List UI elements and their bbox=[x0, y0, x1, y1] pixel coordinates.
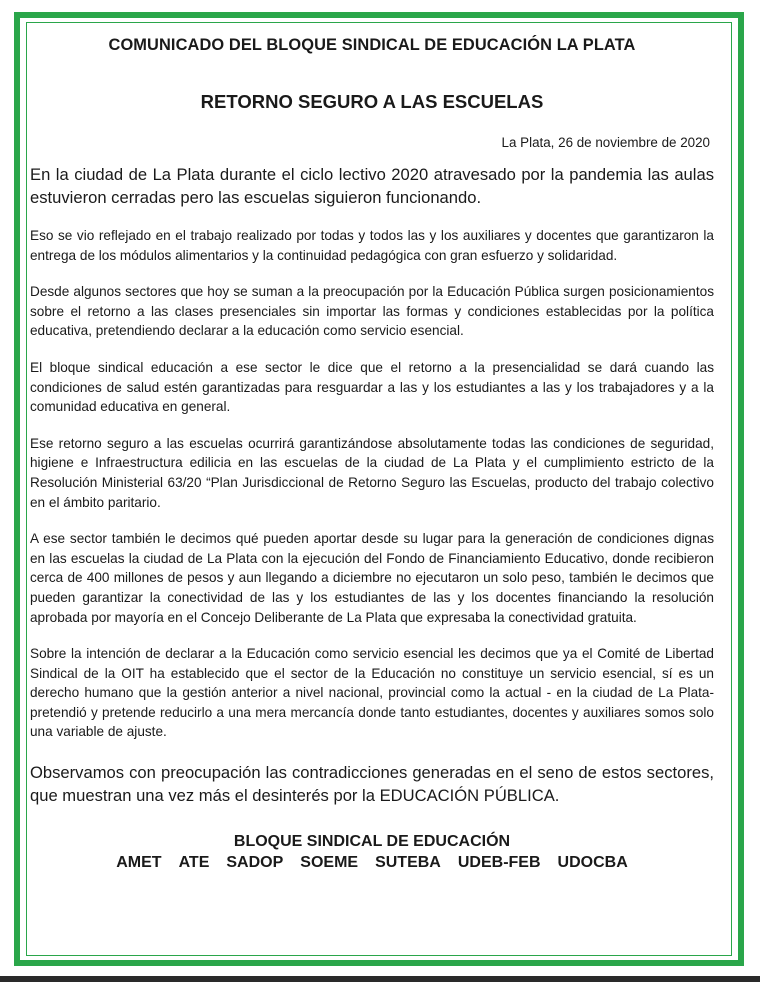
bottom-edge bbox=[0, 976, 760, 982]
org-name: ATE bbox=[178, 854, 210, 872]
document-header: COMUNICADO DEL BLOQUE SINDICAL DE EDUCACIÓN LA PLATA bbox=[108, 36, 636, 54]
paragraph: A ese sector también le decimos qué pueden aportar desde su lugar para la generación de condiciones dignas en las escuelas la ciudad de La Plata con la ejecución del Fondo de Financiamiento Educativo, donde recibieron cerca de 400 millones de pesos y aun llegando a diciembre no ejecutaron un solo peso, también le decimos que pueden garantizar la conectividad de las y los estudiantes de las y los docentes financiando la resolución aprobada por mayoría en el Concejo Deliberante de La Plata que expresaba la conectividad gratuita. bbox=[30, 531, 714, 625]
org-name: UDOCBA bbox=[557, 854, 628, 872]
org-name: SADOP bbox=[226, 854, 284, 872]
paragraph-closing: Observamos con preocupación las contradicciones generadas en el seno de estos sectores, que muestran una vez más el desinterés por la EDUCACIÓN PÚBLICA. bbox=[30, 763, 714, 806]
paragraph: Eso se vio reflejado en el trabajo realizado por todas y todos las y los auxiliares y docentes que garantizaron la entrega de los módulos alimentarios y la continuidad pedagógica con gran esfuerzo y solidaridad. bbox=[30, 228, 714, 263]
org-name: AMET bbox=[116, 854, 162, 872]
paragraph-intro: En la ciudad de La Plata durante el ciclo lectivo 2020 atravesado por la pandemia las aulas estuvieron cerradas pero las escuelas siguieron funcionando. bbox=[30, 165, 714, 207]
org-name: SOEME bbox=[300, 854, 359, 872]
signature-title: BLOQUE SINDICAL DE EDUCACIÓN bbox=[233, 833, 511, 851]
document-body bbox=[30, 14, 720, 956]
document-title: RETORNO SEGURO A LAS ESCUELAS bbox=[200, 91, 544, 112]
paragraph: El bloque sindical educación a ese sector le dice que el retorno a la presencialidad se dará cuando las condiciones de salud estén garantizadas para resguardar a las y los estudiantes a las y los trabajadores y a la comunidad educativa en general. bbox=[30, 359, 714, 415]
document-date: La Plata, 26 de noviembre de 2020 bbox=[501, 135, 710, 150]
paragraph: Ese retorno seguro a las escuelas ocurrirá garantizándose absolutamente todas las condiciones de seguridad, higiene e Infraestructura edilicia en las escuelas de la ciudad de La Plata y el cumplimiento estricto de la Resolución Ministerial 63/20 “Plan Jurisdiccional de Retorno Seguro las Escuelas, producto del trabajo colectivo en el ámbito paritario. bbox=[30, 435, 714, 510]
org-name: SUTEBA bbox=[375, 854, 441, 872]
paragraph: Sobre la intención de declarar a la Educación como servicio esencial les decimos que ya el Comité de Libertad Sindical de la OIT ha establecido que el sector de la Educación no constituye un servicio esencial, sí es un derecho humano que la gestión anterior a nivel nacional, provincial como la actual - en la ciudad de La Plata- pretendió y pretende reducirlo a una mera mercancía donde tanto estudiantes, docentes y auxiliares somos solo una variable de ajuste. bbox=[30, 646, 714, 740]
signature-orgs bbox=[30, 853, 714, 873]
org-name: UDEB-FEB bbox=[457, 854, 541, 872]
paragraph: Desde algunos sectores que hoy se suman a la preocupación por la Educación Pública surgen posicionamientos sobre el retorno a las clases presenciales sin importar las formas y condiciones establecidas por la política educativa, pretendiendo declarar a la educación como servicio esencial. bbox=[30, 284, 714, 339]
